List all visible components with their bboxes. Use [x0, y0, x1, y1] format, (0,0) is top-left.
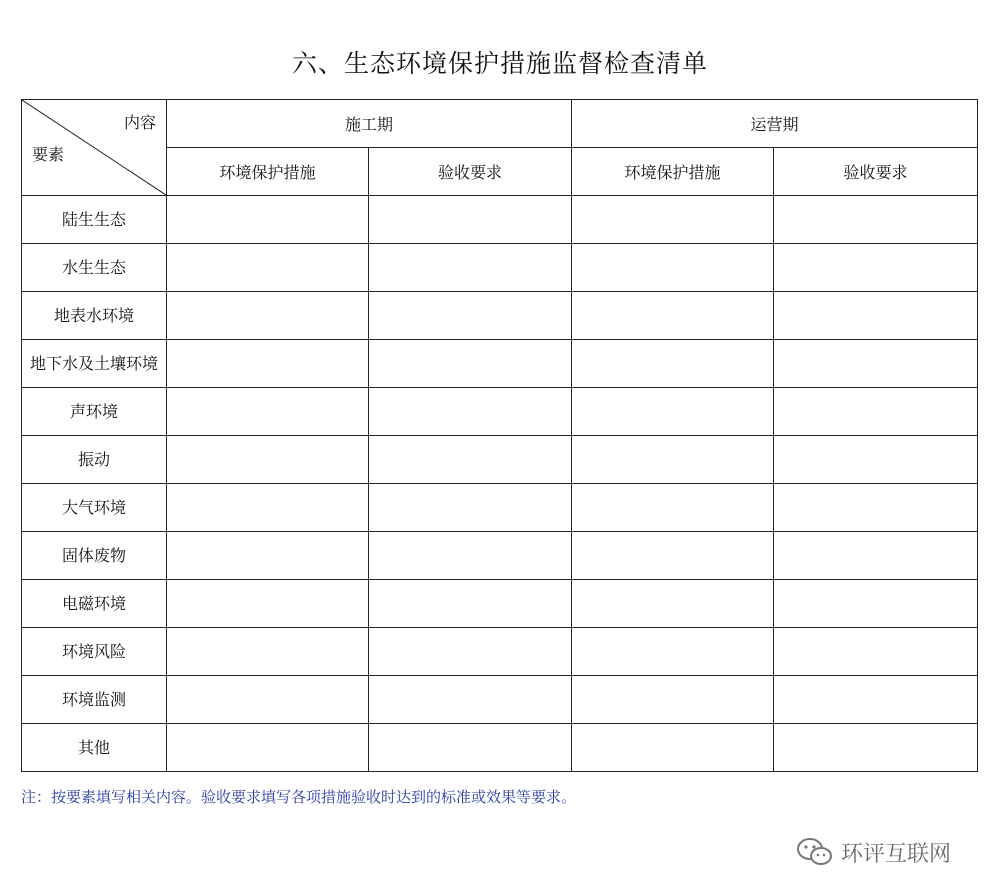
row-element-label: 大气环境	[22, 484, 167, 532]
corner-label-element: 要素	[32, 145, 65, 164]
table-cell[interactable]	[167, 580, 369, 628]
table-row	[22, 436, 978, 484]
row-element-label: 其他	[22, 724, 167, 772]
table-cell[interactable]	[369, 628, 572, 676]
col-header-acceptance: 验收要求	[774, 148, 978, 196]
table-cell[interactable]	[369, 196, 572, 244]
table-cell[interactable]	[774, 724, 978, 772]
table-cell[interactable]	[369, 484, 572, 532]
table-row	[22, 676, 978, 724]
table-cell[interactable]	[572, 196, 774, 244]
footnote: 注：按要素填写相关内容。验收要求填写各项措施验收时达到的标准或效果等要求。	[21, 788, 577, 806]
table-cell[interactable]	[774, 196, 978, 244]
row-element-label: 环境监测	[22, 676, 167, 724]
checklist-table	[21, 99, 978, 772]
row-element-label: 水生生态	[22, 244, 167, 292]
table-cell[interactable]	[572, 340, 774, 388]
table-cell[interactable]	[774, 388, 978, 436]
table-row	[22, 724, 978, 772]
row-element-label: 振动	[22, 436, 167, 484]
table-row	[22, 388, 978, 436]
wechat-icon	[795, 835, 835, 869]
table-row	[22, 196, 978, 244]
watermark-text: 环评互联网	[841, 841, 952, 867]
table-cell[interactable]	[369, 532, 572, 580]
header-row-periods	[22, 100, 978, 148]
col-header-measures: 环境保护措施	[572, 148, 774, 196]
table-cell[interactable]	[572, 484, 774, 532]
row-element-label: 环境风险	[22, 628, 167, 676]
row-element-label: 固体废物	[22, 532, 167, 580]
table-cell[interactable]	[572, 244, 774, 292]
table-cell[interactable]	[167, 484, 369, 532]
page-title: 六、生态环境保护措施监督检查清单	[291, 49, 708, 78]
row-element-label: 陆生生态	[22, 196, 167, 244]
table-cell[interactable]	[572, 580, 774, 628]
table-cell[interactable]	[774, 436, 978, 484]
table-cell[interactable]	[167, 724, 369, 772]
table-cell[interactable]	[774, 244, 978, 292]
table-cell[interactable]	[369, 340, 572, 388]
table-cell[interactable]	[167, 292, 369, 340]
table-cell[interactable]	[369, 436, 572, 484]
table-cell[interactable]	[369, 244, 572, 292]
table-cell[interactable]	[774, 580, 978, 628]
table-cell[interactable]	[369, 676, 572, 724]
table-cell[interactable]	[572, 676, 774, 724]
table-cell[interactable]	[167, 628, 369, 676]
col-header-acceptance: 验收要求	[369, 148, 572, 196]
table-row	[22, 484, 978, 532]
table-cell[interactable]	[167, 436, 369, 484]
table-cell[interactable]	[369, 724, 572, 772]
table-cell[interactable]	[774, 676, 978, 724]
table-cell[interactable]	[167, 340, 369, 388]
table-cell[interactable]	[774, 292, 978, 340]
table-cell[interactable]	[167, 196, 369, 244]
table-row	[22, 244, 978, 292]
table-row	[22, 628, 978, 676]
table-cell[interactable]	[167, 532, 369, 580]
table-row	[22, 532, 978, 580]
row-element-label: 声环境	[22, 388, 167, 436]
table-cell[interactable]	[572, 436, 774, 484]
table-cell[interactable]	[167, 388, 369, 436]
table-cell[interactable]	[572, 724, 774, 772]
table-cell[interactable]	[167, 676, 369, 724]
table-cell[interactable]	[572, 532, 774, 580]
corner-cell	[22, 100, 167, 196]
corner-label-content: 内容	[123, 113, 156, 132]
period-header-construction: 施工期	[167, 100, 572, 148]
row-element-label: 电磁环境	[22, 580, 167, 628]
table-row	[22, 580, 978, 628]
period-header-operation: 运营期	[572, 100, 978, 148]
table-cell[interactable]	[774, 340, 978, 388]
table-cell[interactable]	[572, 388, 774, 436]
table-cell[interactable]	[774, 532, 978, 580]
table-cell[interactable]	[369, 388, 572, 436]
watermark	[795, 835, 951, 869]
table-cell[interactable]	[572, 292, 774, 340]
row-element-label: 地下水及土壤环境	[22, 340, 167, 388]
table-cell[interactable]	[572, 628, 774, 676]
table-cell[interactable]	[369, 292, 572, 340]
col-header-measures: 环境保护措施	[167, 148, 369, 196]
table-cell[interactable]	[369, 580, 572, 628]
table-row	[22, 292, 978, 340]
table-row	[22, 340, 978, 388]
row-element-label: 地表水环境	[22, 292, 167, 340]
table-cell[interactable]	[167, 244, 369, 292]
table-cell[interactable]	[774, 628, 978, 676]
table-cell[interactable]	[774, 484, 978, 532]
